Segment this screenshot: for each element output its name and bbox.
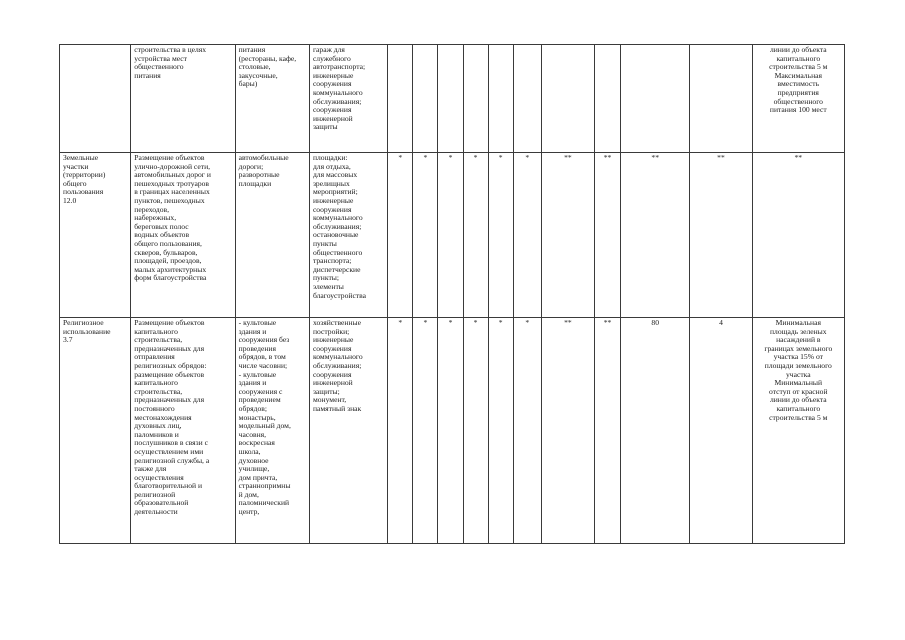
parameter-cell: * [488,153,513,318]
parameter-cell [438,45,463,153]
auxiliary-use-cell: площадки: для отдыха, для массовых зрелищных мероприятий; инженерные сооружения коммунального обслуживания; остановочные пункты общественного транспорта; диспетчерские пункты; элементы благоустройства [309,153,387,318]
main-use-cell: автомобильные дороги; разворотные площадки [235,153,309,318]
parameter-cell [595,45,621,153]
parameter-cell: * [413,153,438,318]
parameter-cell: * [438,318,463,544]
parameter-cell [463,45,488,153]
parameter-cell: * [463,318,488,544]
parameter-cell [413,45,438,153]
zone-cell: Земельные участки (территории) общего пользования 12.0 [60,153,131,318]
parameter-cell: * [413,318,438,544]
note-cell: линии до объекта капитального строительства 5 м Максимальная вместимость предприятия общественного питания 100 мест [752,45,844,153]
zone-cell: Религиозное использование 3.7 [60,318,131,544]
parameter-cell: * [513,318,541,544]
activity-description-cell: Размещение объектов улично-дорожной сети, автомобильных дорог и пешеходных тротуаров в границах населенных пунктов, пешеходных переходов, набережных, береговых полос водных объектов общего пользования, скверов, бульваров, площадей, проездов, малых архитектурных форм благоустройства [131,153,235,318]
note-cell: ** [752,153,844,318]
parameter-cell: * [488,318,513,544]
table-row [60,318,845,544]
parameter-cell: ** [595,153,621,318]
parameter-cell: * [388,153,413,318]
parameter-cell [541,45,594,153]
table-row [60,153,845,318]
parameter-cell: ** [541,153,594,318]
table-row [60,45,845,153]
parameter-cell: * [463,153,488,318]
parameter-cell: * [388,318,413,544]
auxiliary-use-cell: гараж для служебного автотранспорта; инженерные сооружения коммунального обслуживания; сооружения инженерной защиты [309,45,387,153]
parameter-cell [513,45,541,153]
activity-description-cell: Размещение объектов капитального строительства, предназначенных для отправления религиозных обрядов: размещение объектов капитального строительства, предназначенных для постоянного местонахождения духовных лиц, паломников и послушников в связи с осуществлением ими религиозной службы, а также для осуществления благотворительной и религиозной образовательной деятельности [131,318,235,544]
parameter-cell [388,45,413,153]
parameter-cell: ** [690,153,752,318]
auxiliary-use-cell: хозяйственные постройки; инженерные сооружения коммунального обслуживания; сооружения инженерной защиты; монумент, памятный знак [309,318,387,544]
parameter-cell: ** [621,153,690,318]
parameter-cell [621,45,690,153]
main-use-cell: питания (рестораны, кафе, столовые, закусочные, бары) [235,45,309,153]
parameter-cell [690,45,752,153]
parameter-cell: * [438,153,463,318]
parameter-cell: ** [541,318,594,544]
activity-description-cell: строительства в целях устройства мест общественного питания [131,45,235,153]
regulations-table [59,44,845,544]
zone-cell [60,45,131,153]
parameter-cell: 4 [690,318,752,544]
parameter-cell: 80 [621,318,690,544]
parameter-cell: ** [595,318,621,544]
parameter-cell [488,45,513,153]
main-use-cell: - культовые здания и сооружения без проведения обрядов, в том числе часовни; - культовые здания и сооружения с проведением обрядов; монастырь, модельный дом, часовня, воскресная школа, духовное училище, дом причта, страннопримны й дом, паломнический центр, [235,318,309,544]
parameter-cell: * [513,153,541,318]
note-cell: Минимальная площадь зеленых насаждений в границах земельного участка 15% от площади земельного участка Минимальный отступ от красной линии до объекта капитального строительства 5 м [752,318,844,544]
